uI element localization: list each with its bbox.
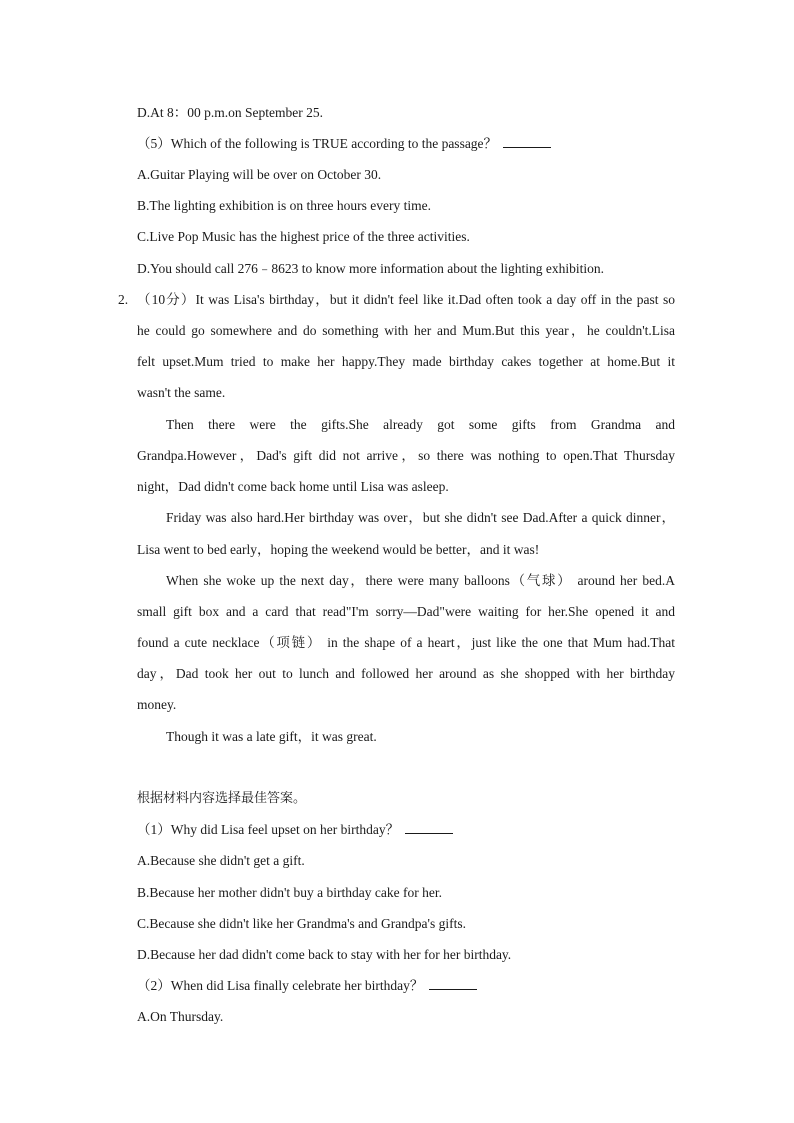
passage-line: money.	[137, 697, 177, 712]
prev-option-d: D.At 8：00 p.m.on September 25.	[137, 105, 323, 120]
sub-question-1-text: （1）Why did Lisa feel upset on her birthday？	[137, 822, 400, 837]
passage-line: Then there were the gifts.She already got some gifts from Grandma and	[166, 417, 675, 432]
answer-blank[interactable]	[429, 977, 477, 990]
passage-line: wasn't the same.	[137, 385, 226, 400]
passage-line: found a cute necklace（项链） in the shape of a heart，just like the one that Mum had.That	[137, 635, 675, 650]
passage-line: Lisa went to bed early，hoping the weekend would be better，and it was!	[137, 542, 540, 557]
sub-question-1	[137, 821, 675, 839]
passage-line: night，Dad didn't come back home until Lisa was asleep.	[137, 479, 449, 494]
passage-line: When she woke up the next day，there were many balloons（气球） around her bed.A	[166, 573, 675, 588]
q1-option-b: B.Because her mother didn't buy a birthday cake for her.	[137, 885, 442, 900]
passage-line: Grandpa.However，Dad's gift did not arrive，so there was nothing to open.That Thursday	[137, 448, 675, 463]
sub-question-2-text: （2）When did Lisa finally celebrate her birthday？	[137, 978, 424, 993]
passage-line: day，Dad took her out to lunch and followed her around as she shopped with her birthday	[137, 666, 675, 681]
q5-option-a: A.Guitar Playing will be over on October 30.	[137, 167, 382, 182]
q1-option-c: C.Because she didn't like her Grandma's and Grandpa's gifts.	[137, 916, 466, 931]
question-number: 2.	[118, 292, 129, 307]
q5-option-b: B.The lighting exhibition is on three hours every time.	[137, 198, 431, 213]
passage-line: Though it was a late gift，it was great.	[166, 729, 377, 744]
question-5	[137, 135, 675, 153]
answer-blank[interactable]	[405, 821, 453, 834]
q1-option-a: A.Because she didn't get a gift.	[137, 853, 305, 868]
q5-option-d: D.You should call 276﹣8623 to know more information about the lighting exhibition.	[137, 261, 604, 276]
instruction: 根据材料内容选择最佳答案。	[137, 791, 307, 806]
question-5-text: （5）Which of the following is TRUE according to the passage？	[137, 136, 498, 151]
passage-line: Friday was also hard.Her birthday was over，but she didn't see Dad.After a quick dinner，	[166, 510, 675, 525]
passage-line: （10分）It was Lisa's birthday，but it didn't feel like it.Dad often took a day off in the past so	[137, 292, 675, 307]
passage-line: he could go somewhere and do something with her and Mum.But this year，he couldn't.Lisa	[137, 323, 675, 338]
q5-option-c: C.Live Pop Music has the highest price of the three activities.	[137, 229, 470, 244]
passage-line: small gift box and a card that read"I'm sorry—Dad"were waiting for her.She opened it and	[137, 604, 675, 619]
answer-blank[interactable]	[503, 135, 551, 148]
q1-option-d: D.Because her dad didn't come back to stay with her for her birthday.	[137, 947, 512, 962]
sub-question-2	[137, 977, 675, 995]
passage-line: felt upset.Mum tried to make her happy.They made birthday cakes together at home.But it	[137, 354, 675, 369]
q2-option-a: A.On Thursday.	[137, 1009, 224, 1024]
